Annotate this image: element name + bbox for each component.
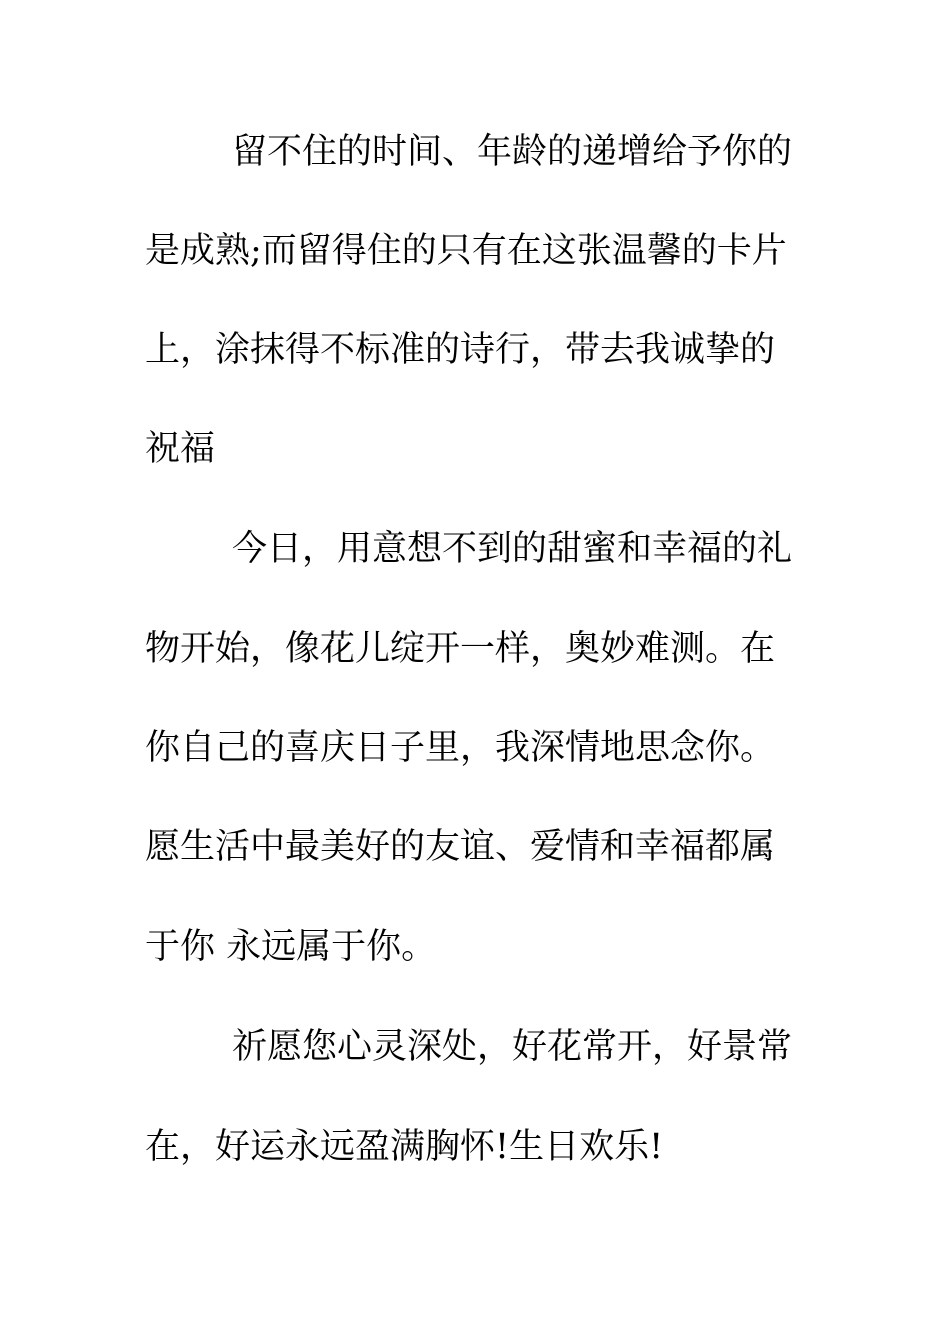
paragraph-2-line-4: 愿生活中最美好的友谊、爱情和幸福都属 xyxy=(145,827,776,867)
paragraph-1-line-1: 留不住的时间、年龄的递增给予你的 xyxy=(232,132,793,172)
paragraph-3-line-2: 在，好运永远盈满胸怀!生日欢乐! xyxy=(145,1127,664,1167)
paragraph-2-line-5: 于你 永远属于你。 xyxy=(145,927,437,967)
paragraph-1-line-4: 祝福 xyxy=(145,429,216,469)
paragraph-2-line-2: 物开始，像花儿绽开一样，奥妙难测。在 xyxy=(145,629,776,669)
paragraph-2-line-3: 你自己的喜庆日子里，我深情地思念你。 xyxy=(145,728,776,768)
paragraph-2-line-1: 今日，用意想不到的甜蜜和幸福的礼 xyxy=(232,529,793,569)
paragraph-3-line-1: 祈愿您心灵深处，好花常开，好景常 xyxy=(232,1027,793,1067)
paragraph-1-line-2: 是成熟;而留得住的只有在这张温馨的卡片 xyxy=(145,231,787,271)
paragraph-1-line-3: 上，涂抹得不标准的诗行，带去我诚挚的 xyxy=(145,330,776,370)
